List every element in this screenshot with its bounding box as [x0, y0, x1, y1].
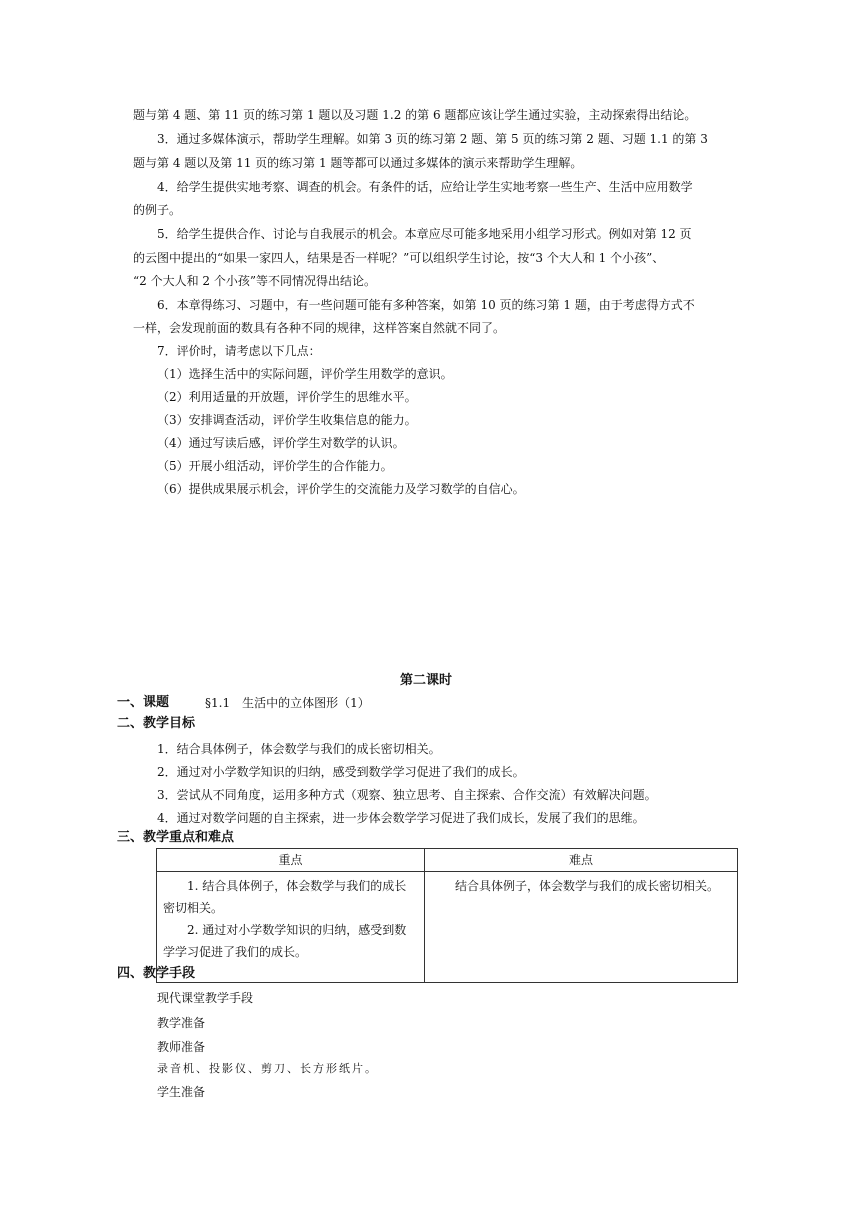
lesson-title: 第二课时: [400, 673, 453, 688]
paragraph-line: 3．通过多媒体演示，帮助学生理解。如第 3 页的练习第 2 题、第 5 页的练习第 2 题、习题 1.1 的第 3: [157, 132, 708, 146]
evaluation-item: （4）通过写读后感，评价学生对数学的认识。: [157, 436, 405, 450]
paragraph-line: 题与第 4 题、第 11 页的练习第 1 题以及习题 1.2 的第 6 题都应该让学生通过实验，主动探索得出结论。: [133, 108, 697, 122]
section-heading-topic: 一、课题: [117, 695, 170, 710]
objective-item: 2．通过对小学数学知识的归纳，感受到数学学习促进了我们的成长。: [157, 765, 525, 779]
method-line: 现代课堂教学手段: [157, 991, 254, 1005]
evaluation-item: （6）提供成果展示机会，评价学生的交流能力及学习数学的自信心。: [157, 482, 525, 496]
objective-item: 3．尝试从不同角度，运用多种方式（观察、独立思考、自主探索、合作交流）有效解决问题。: [157, 788, 657, 802]
table-header-difficulty: 难点: [425, 849, 738, 872]
table-header-row: [157, 849, 738, 872]
objective-item: 4．通过对数学问题的自主探索，进一步体会数学学习促进了我们成长，发展了我们的思维。: [157, 811, 645, 825]
teacher-materials: 录音机、投影仪、剪刀、长方形纸片。: [157, 1062, 378, 1075]
teacher-prep-line: 教师准备: [157, 1040, 206, 1054]
paragraph-line: 5．给学生提供合作、讨论与自我展示的机会。本章应尽可能多地采用小组学习形式。例如对第 12 页: [157, 227, 692, 241]
paragraph-line: 的云图中提出的“如果一家四人，结果是否一样呢？”可以组织学生讨论，按“3 个大人和 1 个小孩”、: [133, 251, 665, 265]
topic-content: §1.1 生活中的立体图形（1）: [205, 696, 370, 710]
key-points-table: [156, 848, 738, 983]
paragraph-line: 题与第 4 题以及第 11 页的练习第 1 题等都可以通过多媒体的演示来帮助学生理解。: [133, 156, 583, 170]
difficulty-cell: [425, 872, 738, 983]
evaluation-item: （5）开展小组活动，评价学生的合作能力。: [157, 459, 393, 473]
paragraph-line: 的例子。: [133, 203, 182, 217]
evaluation-item: （1）选择生活中的实际问题，评价学生用数学的意识。: [157, 367, 453, 381]
evaluation-item: （3）安排调查活动，评价学生收集信息的能力。: [157, 413, 417, 427]
table-header-key: 重点: [157, 849, 425, 872]
paragraph-line: 6．本章得练习、习题中，有一些问题可能有多种答案，如第 10 页的练习第 1 题，由于考虑得方式不: [157, 298, 695, 312]
table-row: [157, 872, 738, 983]
evaluation-item: （2）利用适量的开放题，评价学生的思维水平。: [157, 390, 417, 404]
difficulty-text: 结合具体例子，体会数学与我们的成长密切相关。: [455, 879, 720, 893]
key-points-cell: [157, 872, 425, 983]
objective-item: 1．结合具体例子，体会数学与我们的成长密切相关。: [157, 742, 441, 756]
paragraph-line: 一样，会发现前面的数具有各种不同的规律，这样答案自然就不同了。: [133, 321, 506, 335]
paragraph-line: “2 个大人和 2 个小孩”等不同情况得出结论。: [133, 274, 376, 288]
key-point-2: 2. 通过对小学数学知识的归纳，感受到数学学习促进了我们的成长。: [163, 923, 407, 959]
key-point-1: 1. 结合具体例子，体会数学与我们的成长密切相关。: [163, 879, 407, 915]
section-heading-key-points: 三、教学重点和难点: [117, 830, 235, 845]
section-heading-objectives: 二、教学目标: [117, 716, 196, 731]
section-heading-methods: 四、教学手段: [117, 966, 196, 981]
paragraph-line: 4．给学生提供实地考察、调查的机会。有条件的话，应给让学生实地考察一些生产、生活中应用数学: [157, 180, 693, 194]
prep-line: 教学准备: [157, 1016, 206, 1030]
student-prep-line: 学生准备: [157, 1085, 206, 1099]
paragraph-line: 7．评价时，请考虑以下几点：: [157, 344, 321, 358]
